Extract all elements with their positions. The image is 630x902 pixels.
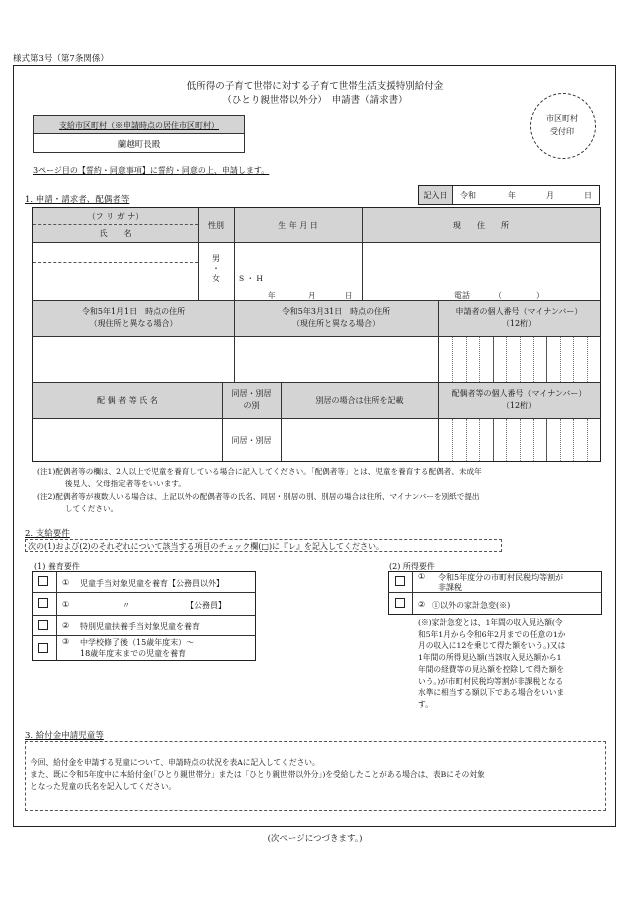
- income-item-1: 令和5年度分の市町村民税均等割が: [438, 573, 564, 582]
- section2-instruction: 次の(1)および(2)のそれぞれについて該当する項目のチェック欄(□)に『レ』を記入してください。: [28, 542, 385, 551]
- rearing-item-2-no: ①: [62, 600, 70, 609]
- note-2: (注2)配偶者等が複数人いる場合は、上記以外の配偶者等の氏名、同居・別居の別、別居の場合は住所、マイナンバーを別紙で提出: [37, 492, 480, 501]
- birth-era-prefix[interactable]: S ・ H: [239, 274, 263, 283]
- phone-open: （: [494, 291, 502, 300]
- current-address-input[interactable]: [364, 244, 599, 286]
- rearing-item-3: 特別児童扶養手当対象児童を養育: [80, 622, 200, 631]
- rearing-item-1: 児童手当対象児童を養育【公務員以外】: [80, 579, 224, 588]
- header-spouse-mynumber: 配偶者等の個人番号（マイナンバー）: [451, 389, 587, 398]
- digit-divider: [452, 337, 453, 382]
- phone-input[interactable]: [502, 288, 536, 299]
- form-title: 低所得の子育て世帯に対する子育て世帯生活支援特別給付金: [186, 81, 444, 92]
- income-requirement-title: (2) 所得要件: [389, 562, 435, 571]
- header-living: 同居・別居: [231, 389, 272, 398]
- header-name: 氏 名: [99, 229, 132, 238]
- rule: [412, 572, 413, 614]
- digit-divider: [520, 337, 521, 382]
- sex-dot: ・: [212, 264, 220, 273]
- pledge-instruction: 3ページ目の【誓約・同意事項】に誓約・同意の上、申請します。: [33, 166, 270, 175]
- municipality-value: 蘭越町長殿: [117, 140, 161, 150]
- mar31-address-input[interactable]: [236, 338, 437, 381]
- rule: [33, 262, 198, 263]
- section3-line3: となった児童の氏名を記入してください。: [30, 782, 177, 791]
- entry-date-month: 月: [546, 191, 554, 200]
- digit-divider: [493, 419, 494, 461]
- header-birth: 生 年 月 日: [278, 221, 318, 230]
- digit-divider: [520, 419, 521, 461]
- rule: [32, 242, 601, 243]
- birth-year[interactable]: 年: [268, 291, 276, 300]
- footnote-line: いう。)が市町村民税均等割が非課税となる: [418, 676, 564, 686]
- digit-divider: [506, 419, 507, 461]
- rearing-checkbox-4[interactable]: [38, 643, 48, 653]
- sex-female[interactable]: 女: [212, 274, 220, 283]
- note-1: (注1)配偶者等の欄は、2人以上で児童を養育している場合に記入してください。「配偶者等」とは、児童を養育する配偶者、未成年: [37, 467, 482, 476]
- spouse-name-input[interactable]: [34, 420, 221, 460]
- digit-divider: [452, 419, 453, 461]
- rearing-item-3-no: ②: [62, 621, 70, 630]
- rearing-item-4-no: ③: [62, 637, 70, 646]
- name-input[interactable]: [34, 264, 197, 299]
- entry-date-era: 令和: [460, 191, 476, 200]
- birth-month[interactable]: 月: [308, 291, 316, 300]
- footnote-line: 1年間の所得見込額(当該収入見込額から1: [418, 653, 562, 663]
- digit-divider: [573, 337, 574, 382]
- header-applicant-mynumber-sub: （12桁）: [501, 319, 537, 328]
- header-applicant-mynumber: 申請者の個人番号（マイナンバー）: [455, 307, 583, 316]
- note-2-cont: してください。: [65, 504, 119, 513]
- header-jan1-sub: （現住所と異なる場合）: [89, 319, 178, 328]
- stamp-label-1: 市区町村: [546, 114, 578, 123]
- income-item-2-no: ②: [418, 600, 426, 609]
- rule: [32, 635, 256, 636]
- phone-label: 電話: [454, 291, 470, 300]
- digit-divider: [560, 337, 561, 382]
- rearing-item-4: 中学校修了後（15歳年度末）～: [80, 638, 195, 647]
- income-checkbox-1[interactable]: [395, 576, 405, 586]
- rule: [33, 224, 198, 225]
- header-living-sub: の別: [243, 401, 260, 410]
- rearing-checkbox-1[interactable]: [38, 576, 48, 586]
- header-spouse-mynumber-sub: （12桁）: [501, 401, 537, 410]
- rule: [32, 615, 256, 616]
- section2-heading: 2. 支給要件: [25, 529, 70, 539]
- birth-day[interactable]: 日: [345, 291, 353, 300]
- footnote-line: す。: [418, 699, 433, 709]
- rule: [388, 592, 602, 593]
- rearing-item-2-ditto: 〃: [122, 601, 130, 610]
- separate-address-input[interactable]: [283, 420, 437, 460]
- digit-divider: [587, 337, 588, 382]
- header-sex: 性別: [208, 221, 224, 230]
- form-number: 様式第3号（第7条関係）: [13, 54, 109, 64]
- header-mar31-sub: （現住所と異なる場合）: [292, 319, 380, 328]
- section3-line2: また、既に令和5年度中に本給付金(「ひとり親世帯分」または「ひとり親世帯以外分」)を受給したことがある場合は、表Bにその対象: [30, 770, 485, 779]
- footnote-line: (※)家計急変とは、1年間の収入見込額(令: [418, 618, 563, 627]
- digit-divider: [479, 337, 480, 382]
- furigana-input[interactable]: [34, 244, 197, 261]
- digit-divider: [479, 419, 480, 461]
- digit-divider: [466, 419, 467, 461]
- continue-note: (次ページにつづきます。): [267, 834, 363, 844]
- rule: [56, 572, 57, 660]
- phone-close: ）: [536, 291, 544, 300]
- header-spouse-name: 配 偶 者 等 氏 名: [97, 396, 158, 405]
- entry-date-label: 記入日: [423, 191, 448, 200]
- rearing-item-4-cont: 18歳年度末までの児童を養育: [80, 649, 187, 658]
- digit-divider: [533, 337, 534, 382]
- footnote-line: 年間の経費等の見込額を控除して得た額を: [418, 664, 565, 674]
- jan1-address-input[interactable]: [34, 338, 233, 381]
- sudden-change-footnote: [418, 617, 604, 711]
- footnote-line: 和5年1月から令和6年2月までの任意の1か: [418, 629, 566, 639]
- sex-options[interactable]: [198, 254, 234, 284]
- header-jan1-address: 令和5年1月1日 時点の住所: [81, 307, 186, 316]
- spouse-mynumber-input[interactable]: [439, 419, 600, 461]
- digit-divider: [466, 337, 467, 382]
- income-item-1-no: ①: [418, 572, 426, 581]
- income-item-1-cont: 非課税: [438, 583, 462, 592]
- income-checkbox-2[interactable]: [395, 598, 405, 608]
- rearing-item-2: 【公務員】: [186, 601, 226, 610]
- entry-date-year: 年: [508, 191, 516, 200]
- entry-date-day: 日: [584, 191, 592, 200]
- living-status-options[interactable]: 同居・別居: [231, 436, 272, 445]
- header-furigana: （フ リ ガ ナ）: [87, 212, 144, 221]
- rule: [32, 592, 256, 593]
- sex-male[interactable]: 男: [212, 254, 220, 263]
- digit-divider: [546, 337, 547, 382]
- section3-line1: 今回、給付金を申請する児童について、申請時点の状況を表Aに記入してください。: [30, 758, 320, 767]
- header-separate-address: 別居の場合は住所を記載: [315, 396, 404, 405]
- digit-divider: [573, 419, 574, 461]
- digit-divider: [533, 419, 534, 461]
- rearing-item-1-no: ①: [62, 578, 70, 587]
- section3-heading: 3. 給付金申請児童等: [25, 731, 104, 741]
- digit-divider: [506, 337, 507, 382]
- stamp-label-2: 受付印: [550, 127, 574, 136]
- rearing-requirement-title: (1) 養育要件: [34, 562, 80, 571]
- rearing-checkbox-3[interactable]: [38, 620, 48, 630]
- header-address: 現 住 所: [453, 221, 509, 230]
- digit-divider: [560, 419, 561, 461]
- footnote-line: 月の収入に12を乗じて得た額をいう。)又は: [418, 641, 566, 651]
- section1-heading: 1. 申請・請求者、配偶者等: [25, 195, 130, 205]
- digit-divider: [587, 419, 588, 461]
- digit-divider: [546, 419, 547, 461]
- form-subtitle: （ひとり親世帯以外分） 申請書（請求書）: [222, 95, 408, 106]
- applicant-mynumber-input[interactable]: [439, 337, 600, 382]
- municipality-label: 支給市区町村（※申請時点の居住市区町村）: [59, 121, 219, 130]
- income-item-2: ①以外の家計急変(※): [432, 601, 511, 610]
- header-mar31-address: 令和5年3月31日 時点の住所: [281, 307, 391, 316]
- digit-divider: [493, 337, 494, 382]
- note-1-cont: 後見人、父母指定者等をいいます。: [65, 479, 186, 488]
- footnote-line: 水準に相当する額以下である場合をいいま: [418, 688, 565, 698]
- rearing-checkbox-2[interactable]: [38, 598, 48, 608]
